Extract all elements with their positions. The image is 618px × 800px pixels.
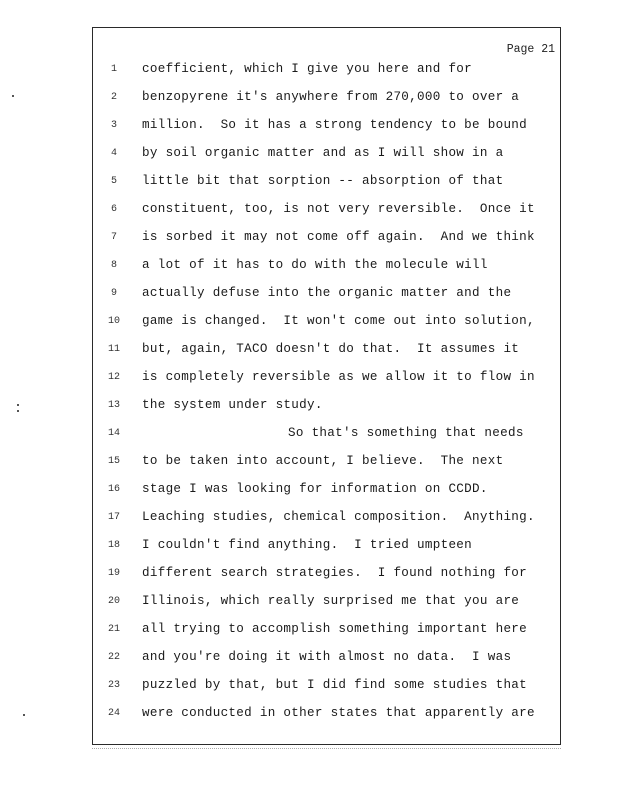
line-text: puzzled by that, but I did find some studies that <box>142 678 528 692</box>
line-text: the system under study. <box>142 398 323 412</box>
line-number: 23 <box>107 680 120 691</box>
line-number: 6 <box>110 204 117 215</box>
transcript-line <box>92 118 561 146</box>
page-number-label: Page 21 <box>506 43 555 56</box>
line-number: 22 <box>107 652 120 663</box>
line-text: but, again, TACO doesn't do that. It assumes it <box>142 342 520 356</box>
line-text: actually defuse into the organic matter and the <box>142 286 512 300</box>
line-text: I couldn't find anything. I tried umpteen <box>142 538 473 552</box>
transcript-line <box>92 90 561 118</box>
transcript-line <box>92 342 561 370</box>
transcript-line <box>92 202 561 230</box>
line-number: 15 <box>107 456 120 467</box>
transcript-line <box>92 286 561 314</box>
line-text: all trying to accomplish something important here <box>142 622 528 636</box>
transcript-line <box>92 314 561 342</box>
line-number: 21 <box>107 624 120 635</box>
transcript-line <box>92 398 561 426</box>
line-number: 12 <box>107 372 120 383</box>
line-number: 1 <box>110 64 117 75</box>
line-number: 4 <box>110 148 117 159</box>
line-number: 19 <box>107 568 120 579</box>
line-text: benzopyrene it's anywhere from 270,000 to over a <box>142 90 520 104</box>
line-number: 5 <box>110 176 117 187</box>
line-number: 9 <box>110 288 117 299</box>
transcript-line <box>92 706 561 734</box>
line-text: and you're doing it with almost no data. I was <box>142 650 512 664</box>
transcript-line <box>92 454 561 482</box>
transcript-line <box>92 62 561 90</box>
scan-speck <box>12 95 14 97</box>
transcript-line <box>92 426 561 454</box>
scan-speck <box>23 714 25 716</box>
line-number: 11 <box>107 344 120 355</box>
line-text: is completely reversible as we allow it to flow in <box>142 370 535 384</box>
transcript-line <box>92 510 561 538</box>
transcript-line <box>92 622 561 650</box>
line-number: 14 <box>107 428 120 439</box>
line-text: a lot of it has to do with the molecule will <box>142 258 488 272</box>
transcript-line <box>92 230 561 258</box>
line-number: 13 <box>107 400 120 411</box>
line-number: 10 <box>107 316 120 327</box>
line-text: So that's something that needs <box>288 426 524 440</box>
line-number: 17 <box>107 512 120 523</box>
line-number: 18 <box>107 540 120 551</box>
transcript-line <box>92 594 561 622</box>
transcript-line <box>92 650 561 678</box>
line-text: Leaching studies, chemical composition. Anything. <box>142 510 535 524</box>
transcript-line <box>92 258 561 286</box>
scan-speck <box>17 410 19 412</box>
transcript-line <box>92 146 561 174</box>
line-number: 20 <box>107 596 120 607</box>
line-text: game is changed. It won't come out into solution, <box>142 314 535 328</box>
line-number: 16 <box>107 484 120 495</box>
line-number: 24 <box>107 708 120 719</box>
line-text: were conducted in other states that apparently are <box>142 706 535 720</box>
scan-speck <box>17 404 19 406</box>
line-number: 2 <box>110 92 117 103</box>
line-number: 7 <box>110 232 117 243</box>
line-text: little bit that sorption -- absorption of that <box>142 174 504 188</box>
line-text: constituent, too, is not very reversible. Once it <box>142 202 535 216</box>
transcript-line <box>92 678 561 706</box>
scan-dotted-edge <box>92 748 561 750</box>
line-text: coefficient, which I give you here and for <box>142 62 473 76</box>
line-text: to be taken into account, I believe. The next <box>142 454 504 468</box>
line-text: Illinois, which really surprised me that you are <box>142 594 520 608</box>
transcript-line <box>92 482 561 510</box>
transcript-line <box>92 566 561 594</box>
line-text: different search strategies. I found nothing for <box>142 566 528 580</box>
transcript-line <box>92 370 561 398</box>
line-number: 3 <box>110 120 117 131</box>
transcript-line <box>92 538 561 566</box>
line-text: million. So it has a strong tendency to be bound <box>142 118 528 132</box>
line-text: stage I was looking for information on CCDD. <box>142 482 488 496</box>
line-text: by soil organic matter and as I will show in a <box>142 146 504 160</box>
transcript-line <box>92 174 561 202</box>
line-number: 8 <box>110 260 117 271</box>
line-text: is sorbed it may not come off again. And we think <box>142 230 535 244</box>
